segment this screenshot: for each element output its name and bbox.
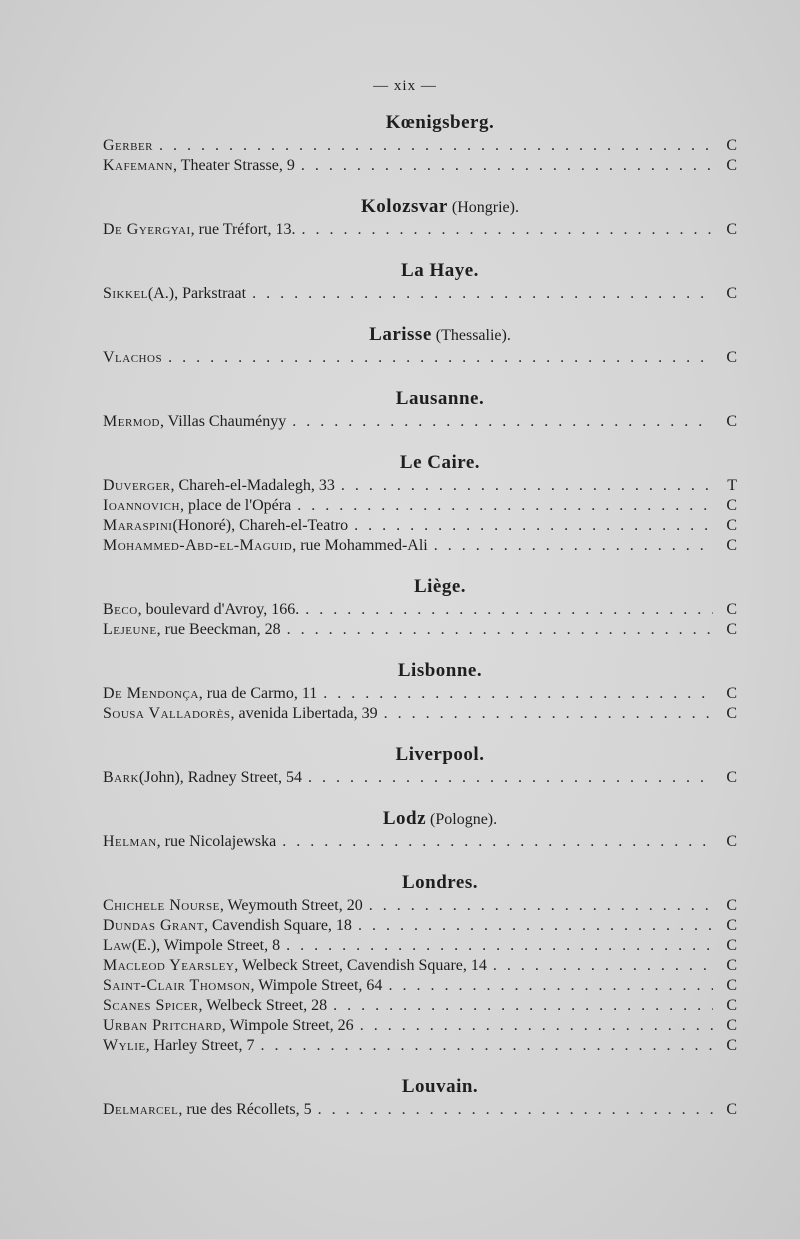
- list-item: Delmarcel , rue des Récollets, 5 . . . C: [103, 1100, 737, 1120]
- list-item: Chichele Nourse , Weymouth Street, 20 . . . C: [103, 896, 737, 916]
- list-item: Law (E.), Wimpole Street, 8 . . . C: [103, 936, 737, 956]
- list-item: Mermod , Villas Chauményy . . . C: [103, 412, 737, 432]
- directory-list: [103, 110, 737, 1120]
- list-item: Macleod Yearsley , Welbeck Street, Cavendish Square, 14 . . . C: [103, 956, 737, 976]
- city-heading: Lodz (Pologne).: [382, 808, 498, 829]
- city-heading: Liverpool.: [395, 744, 485, 765]
- list-item: Sikkel (A.), Parkstraat . . . C: [103, 284, 737, 304]
- list-item: Saint-Clair Thomson , Wimpole Street, 64 . . . C: [103, 976, 737, 996]
- list-item: Kafemann , Theater Strasse, 9 . . . C: [103, 156, 737, 176]
- city-heading: La Haye.: [401, 260, 479, 281]
- list-item: Lejeune , rue Beeckman, 28 . . . C: [103, 620, 737, 640]
- list-item: Beco , boulevard d'Avroy, 166. . . . C: [103, 600, 737, 620]
- city-heading: Kolozsvar (Hongrie).: [361, 196, 519, 217]
- list-item: Wylie , Harley Street, 7 . . . C: [103, 1036, 737, 1056]
- list-item: Ioannovich , place de l'Opéra . . . C: [103, 496, 737, 516]
- list-item: Gerber . . . C: [103, 136, 737, 156]
- list-item: Vlachos . . . C: [103, 348, 737, 368]
- list-item: De Mendonça , rua de Carmo, 11 . . . C: [103, 684, 737, 704]
- city-heading: Louvain.: [401, 1076, 479, 1097]
- city-heading: Londres.: [402, 872, 478, 893]
- city-heading: Le Caire.: [399, 452, 481, 473]
- list-item: Urban Pritchard , Wimpole Street, 26 . . . C: [103, 1016, 737, 1036]
- list-item: Helman , rue Nicolajewska . . . C: [103, 832, 737, 852]
- city-heading: Liège.: [413, 576, 467, 597]
- page-number: — xix —: [373, 78, 437, 94]
- list-item: Maraspini (Honoré), Chareh-el-Teatro . . . C: [103, 516, 737, 536]
- list-item: De Gyergyai , rue Tréfort, 13. . . . C: [103, 220, 737, 240]
- list-item: Bark (John), Radney Street, 54 . . . C: [103, 768, 737, 788]
- city-heading: Larisse (Thessalie).: [369, 324, 511, 345]
- list-item: Scanes Spicer , Welbeck Street, 28 . . . C: [103, 996, 737, 1016]
- city-heading: Lausanne.: [395, 388, 485, 409]
- city-heading: Lisbonne.: [397, 660, 483, 681]
- list-item: Duverger , Chareh-el-Madalegh, 33 . . . T: [103, 476, 737, 496]
- city-heading: Kœnigsberg.: [385, 112, 495, 133]
- list-item: Mohammed-Abd-el-Maguid , rue Mohammed-Ali . . . C: [103, 536, 737, 556]
- list-item: Sousa Valladorès , avenida Libertada, 39 . . . C: [103, 704, 737, 724]
- list-item: Dundas Grant , Cavendish Square, 18 . . . C: [103, 916, 737, 936]
